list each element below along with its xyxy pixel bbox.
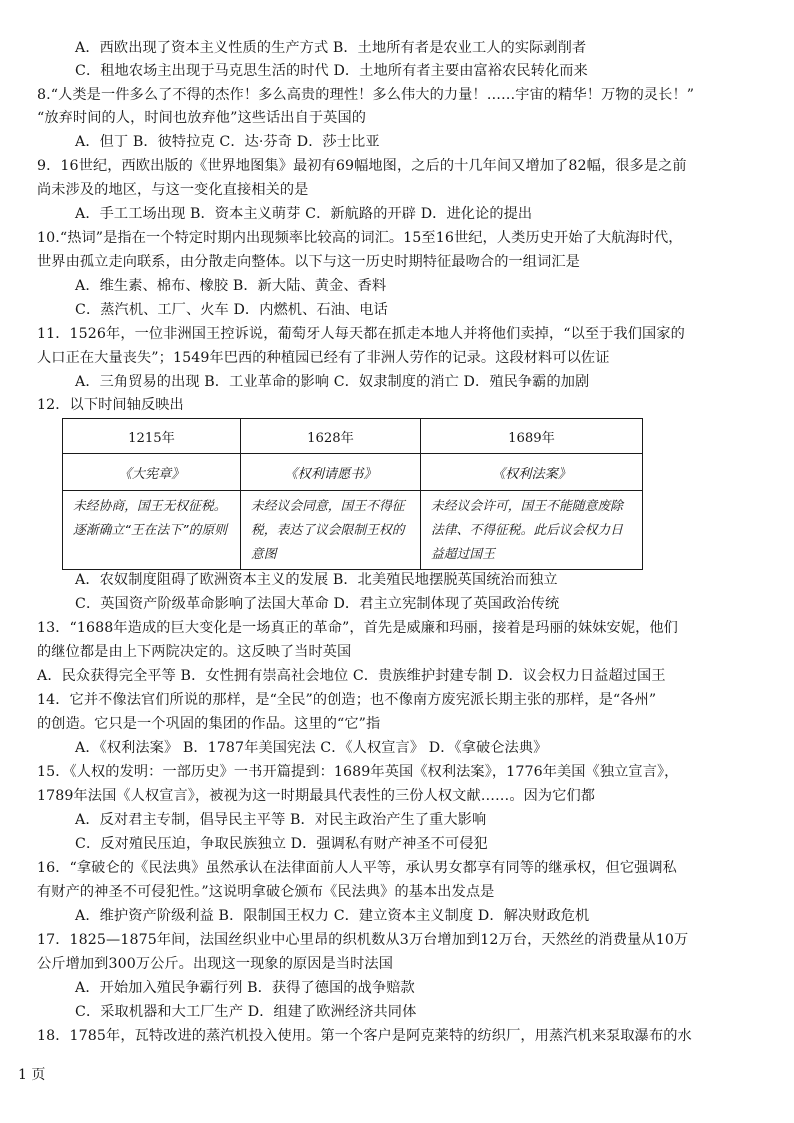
timeline-description: 未经议会同意，国王不得征税，表达了议会限制王权的意图	[241, 491, 421, 570]
text-line: 11．1526年，一位非洲国王控诉说，葡萄牙人每天都在抓走本地人并将他们卖掉，“以至于我们国家的	[37, 326, 685, 342]
text-line: 人口正在大量丧失”；1549年巴西的种植园已经有了非洲人劳作的记录。这段材料可以佐证	[37, 350, 610, 366]
timeline-table	[62, 418, 643, 570]
text-line: 15．《人权的发明：一部历史》一书开篇提到：1689年英国《权利法案》，1776年美国《独立宣言》，	[37, 764, 679, 780]
text-line: A．反对君主专制，倡导民主平等 B．对民主政治产生了重大影响	[75, 812, 487, 828]
text-line: 尚未涉及的地区，与这一变化直接相关的是	[37, 182, 309, 198]
timeline-document: 《权利请愿书》	[241, 454, 421, 491]
text-line: 10.“热词”是指在一个特定时期内出现频率比较高的词汇。15至16世纪，人类历史开始了大航海时代，	[37, 230, 683, 246]
text-line: A．西欧出现了资本主义性质的生产方式 B．土地所有者是农业工人的实际剥削者	[75, 40, 587, 56]
text-line: A．开始加入殖民争霸行列 B．获得了德国的战争赔款	[75, 980, 415, 996]
timeline-document: 《权利法案》	[421, 454, 643, 491]
timeline-description-row	[63, 491, 643, 570]
text-line: 有财产的神圣不可侵犯性。”这说明拿破仑颁布《民法典》的基本出发点是	[37, 884, 495, 900]
text-line: 1789年法国《人权宣言》，被视为这一时期最具代表性的三份人权文献……。因为它们都	[37, 788, 596, 804]
text-line: A．维护资产阶级利益 B．限制国王权力 C．建立资本主义制度 D．解决财政危机	[75, 908, 590, 924]
text-line: C．反对殖民压迫，争取民族独立 D．强调私有财产神圣不可侵犯	[75, 836, 488, 852]
text-line: 13．“1688年造成的巨大变化是一场真正的革命”，首先是威廉和玛丽，接着是玛丽的妹妹安妮，他们	[37, 620, 678, 636]
text-line: A．三角贸易的出现 B．工业革命的影响 C．奴隶制度的消亡 D．殖民争霸的加剧	[75, 374, 590, 390]
text-line: 12．以下时间轴反映出	[37, 397, 184, 413]
timeline-document-row	[63, 454, 643, 491]
timeline-description: 未经协商，国王无权征税。逐渐确立“王在法下”的原则	[63, 491, 241, 570]
text-line: C．英国资产阶级革命影响了法国大革命 D．君主立宪制体现了英国政治传统	[75, 596, 560, 612]
text-line: C．采取机器和大工厂生产 D．组建了欧洲经济共同体	[75, 1004, 417, 1020]
text-line: C．蒸汽机、工厂、火车 D．内燃机、石油、电话	[75, 302, 388, 318]
timeline-document: 《大宪章》	[63, 454, 241, 491]
text-line: A．《权利法案》 B．1787年美国宪法 C．《人权宣言》 D．《拿破仑法典》	[75, 740, 548, 756]
text-line: A．民众获得完全平等 B．女性拥有崇高社会地位 C．贵族维护封建专制 D．议会权力日益超过国王	[37, 668, 666, 684]
page-number: 1 页	[18, 1067, 46, 1083]
timeline-description: 未经议会许可，国王不能随意废除法律、不得征税。此后议会权力日益超过国王	[421, 491, 643, 570]
text-line: A．但丁 B．彼特拉克 C．达·芬奇 D．莎士比亚	[75, 134, 380, 150]
text-line: A．农奴制度阻碍了欧洲资本主义的发展 B．北美殖民地摆脱英国统治而独立	[75, 572, 558, 588]
text-line: 世界由孤立走向联系，由分散走向整体。以下与这一历史时期特征最吻合的一组词汇是	[37, 254, 580, 270]
timeline-year: 1628年	[241, 419, 421, 454]
text-line: 的创造。它只是一个巩固的集团的作品。这里的“它”指	[37, 716, 381, 732]
text-line: A．手工工场出现 B．资本主义萌芽 C．新航路的开辟 D．进化论的提出	[75, 206, 533, 222]
timeline-year: 1689年	[421, 419, 643, 454]
text-line: 16．“拿破仑的《民法典》虽然承认在法律面前人人平等，承认男女都享有同等的继承权，但它强调私	[37, 860, 677, 876]
text-line: 的继位都是由上下两院决定的。这反映了当时英国	[37, 644, 352, 660]
text-line: 18．1785年，瓦特改进的蒸汽机投入使用。第一个客户是阿克莱特的纺织厂，用蒸汽机来泵取瀑布的水	[37, 1028, 692, 1044]
text-line: C．租地农场主出现于马克思生活的时代 D．土地所有者主要由富裕农民转化而来	[75, 63, 588, 79]
text-line: A．维生素、棉布、橡胶 B．新大陆、黄金、香料	[75, 278, 387, 294]
text-line: 17．1825—1875年间，法国丝织业中心里昂的织机数从3万台增加到12万台，天然丝的消费量从10万	[37, 932, 689, 948]
text-line: “放弃时间的人，时间也放弃他”这些话出自于英国的	[37, 110, 367, 126]
timeline-year-row	[63, 419, 643, 454]
text-line: 8.“人类是一件多么了不得的杰作！多么高贵的理性！多么伟大的力量！……宇宙的精华！万物的灵长！”	[37, 87, 695, 103]
text-line: 9．16世纪，西欧出版的《世界地图集》最初有69幅地图，之后的十几年间又增加了82幅，很多是之前	[37, 158, 687, 174]
timeline-year: 1215年	[63, 419, 241, 454]
text-line: 14．它并不像法官们所说的那样，是“全民”的创造；也不像南方废宪派长期主张的那样，是“各州”	[37, 692, 657, 708]
text-line: 公斤增加到300万公斤。出现这一现象的原因是当时法国	[37, 956, 393, 972]
